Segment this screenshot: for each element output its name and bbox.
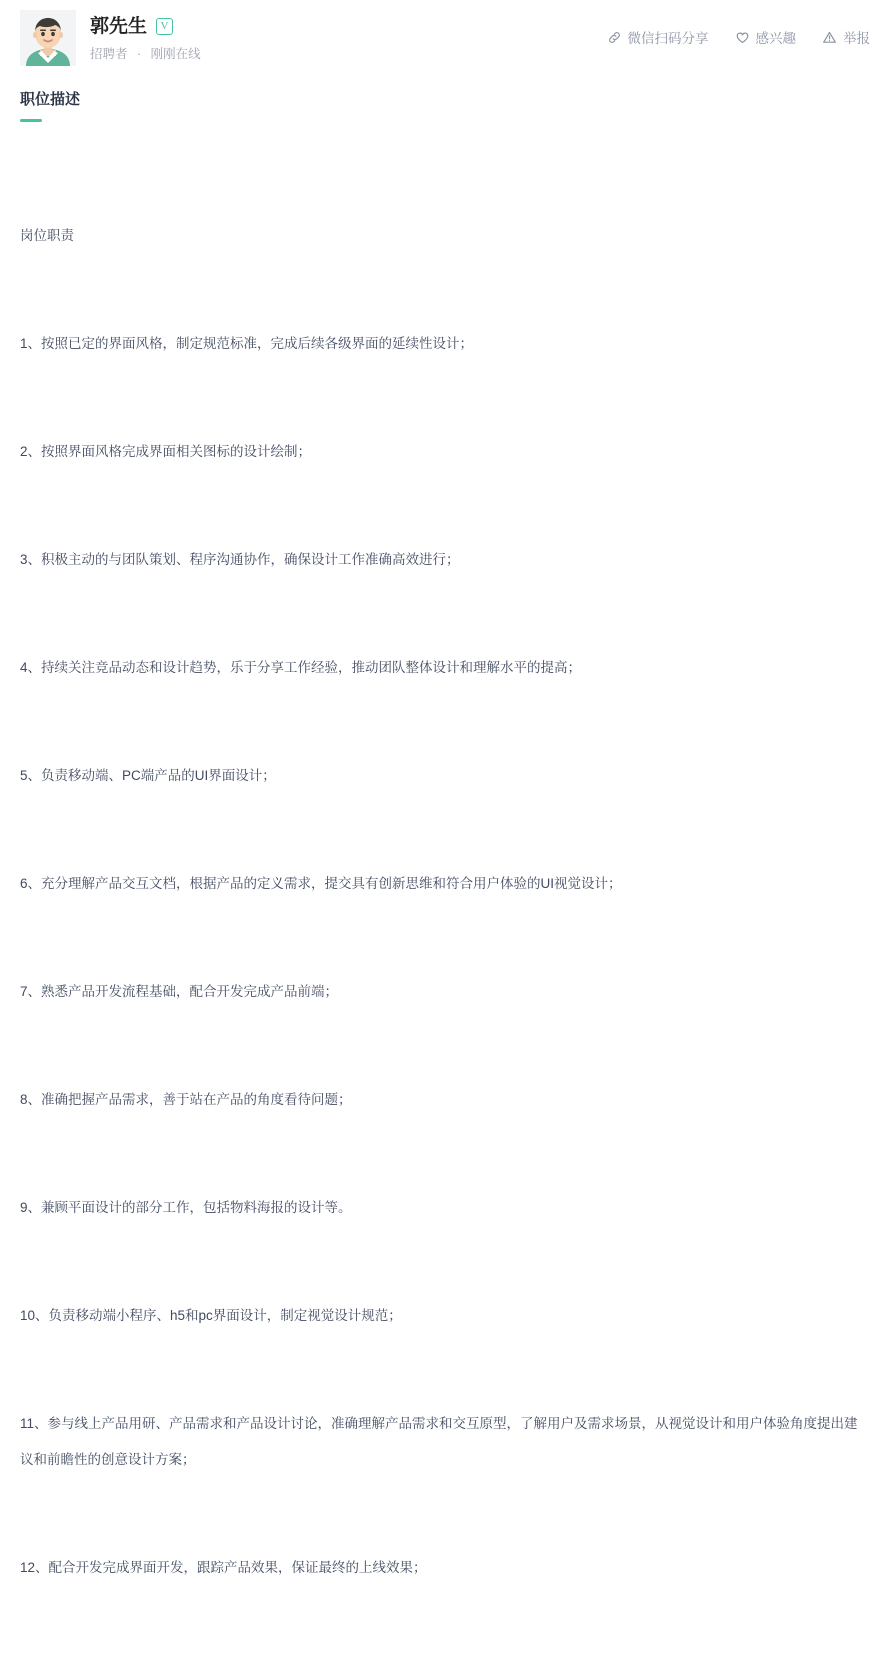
avatar-illustration-icon: [20, 10, 76, 66]
report-label: 举报: [843, 31, 870, 46]
jd-line: 5、负责移动端、PC端产品的UI界面设计；: [20, 768, 276, 783]
wechat-share-label: 微信扫码分享: [627, 31, 709, 46]
jd-line: 2、按照界面风格完成界面相关图标的设计绘制；: [20, 444, 312, 459]
link-icon: [607, 30, 622, 45]
jd-line: 8、准确把握产品需求，善于站在产品的角度看待问题；: [20, 1092, 352, 1107]
job-description-body: [20, 146, 870, 1658]
jd-line: 11、参与线上产品用研、产品需求和产品设计讨论，准确理解产品需求和交互原型，了解用户及需求场景，从视觉设计和用户体验角度提出建议和前瞻性的创意设计方案；: [20, 1416, 858, 1467]
jd-line: 1、按照已定的界面风格，制定规范标准，完成后续各级界面的延续性设计；: [20, 336, 474, 351]
recruiter-role: 招聘者: [90, 46, 128, 61]
jd-line: 4、持续关注竞品动态和设计趋势，乐于分享工作经验，推动团队整体设计和理解水平的提高；: [20, 660, 582, 675]
recruiter-identity: [90, 15, 607, 62]
section-title-underline: [20, 119, 42, 122]
warning-triangle-icon: [822, 30, 837, 45]
avatar[interactable]: [20, 10, 76, 66]
recruiter-name: 郭先生: [90, 15, 148, 37]
jd-line: 3、积极主动的与团队策划、程序沟通协作，确保设计工作准确高效进行；: [20, 552, 460, 567]
verified-badge-icon: V: [156, 18, 173, 35]
recruiter-header: [0, 0, 890, 68]
wechat-share-button[interactable]: [607, 27, 709, 47]
interested-button[interactable]: [735, 27, 797, 47]
recruiter-name-row: [90, 15, 607, 39]
jd-line: 12、配合开发完成界面开发，跟踪产品效果，保证最终的上线效果；: [20, 1560, 427, 1575]
recruiter-meta: [90, 46, 607, 62]
jd-line: 6、充分理解产品交互文档，根据产品的定义需求，提交具有创新思维和符合用户体验的UI视觉设计；: [20, 876, 622, 891]
job-description-section: [0, 90, 890, 1658]
jd-line: 9、兼顾平面设计的部分工作，包括物料海报的设计等。: [20, 1200, 352, 1215]
header-actions: [607, 27, 871, 49]
online-status: 刚刚在线: [150, 46, 201, 61]
report-button[interactable]: [822, 27, 870, 47]
jd-line: 岗位职责: [20, 228, 74, 243]
jd-line: 7、熟悉产品开发流程基础，配合开发完成产品前端；: [20, 984, 339, 999]
section-title: 职位描述: [20, 91, 81, 108]
meta-separator: ·: [137, 46, 142, 61]
heart-icon: [735, 30, 750, 45]
jd-line: 10、负责移动端小程序、h5和pc界面设计，制定视觉设计规范；: [20, 1308, 402, 1323]
interested-label: 感兴趣: [755, 31, 796, 46]
